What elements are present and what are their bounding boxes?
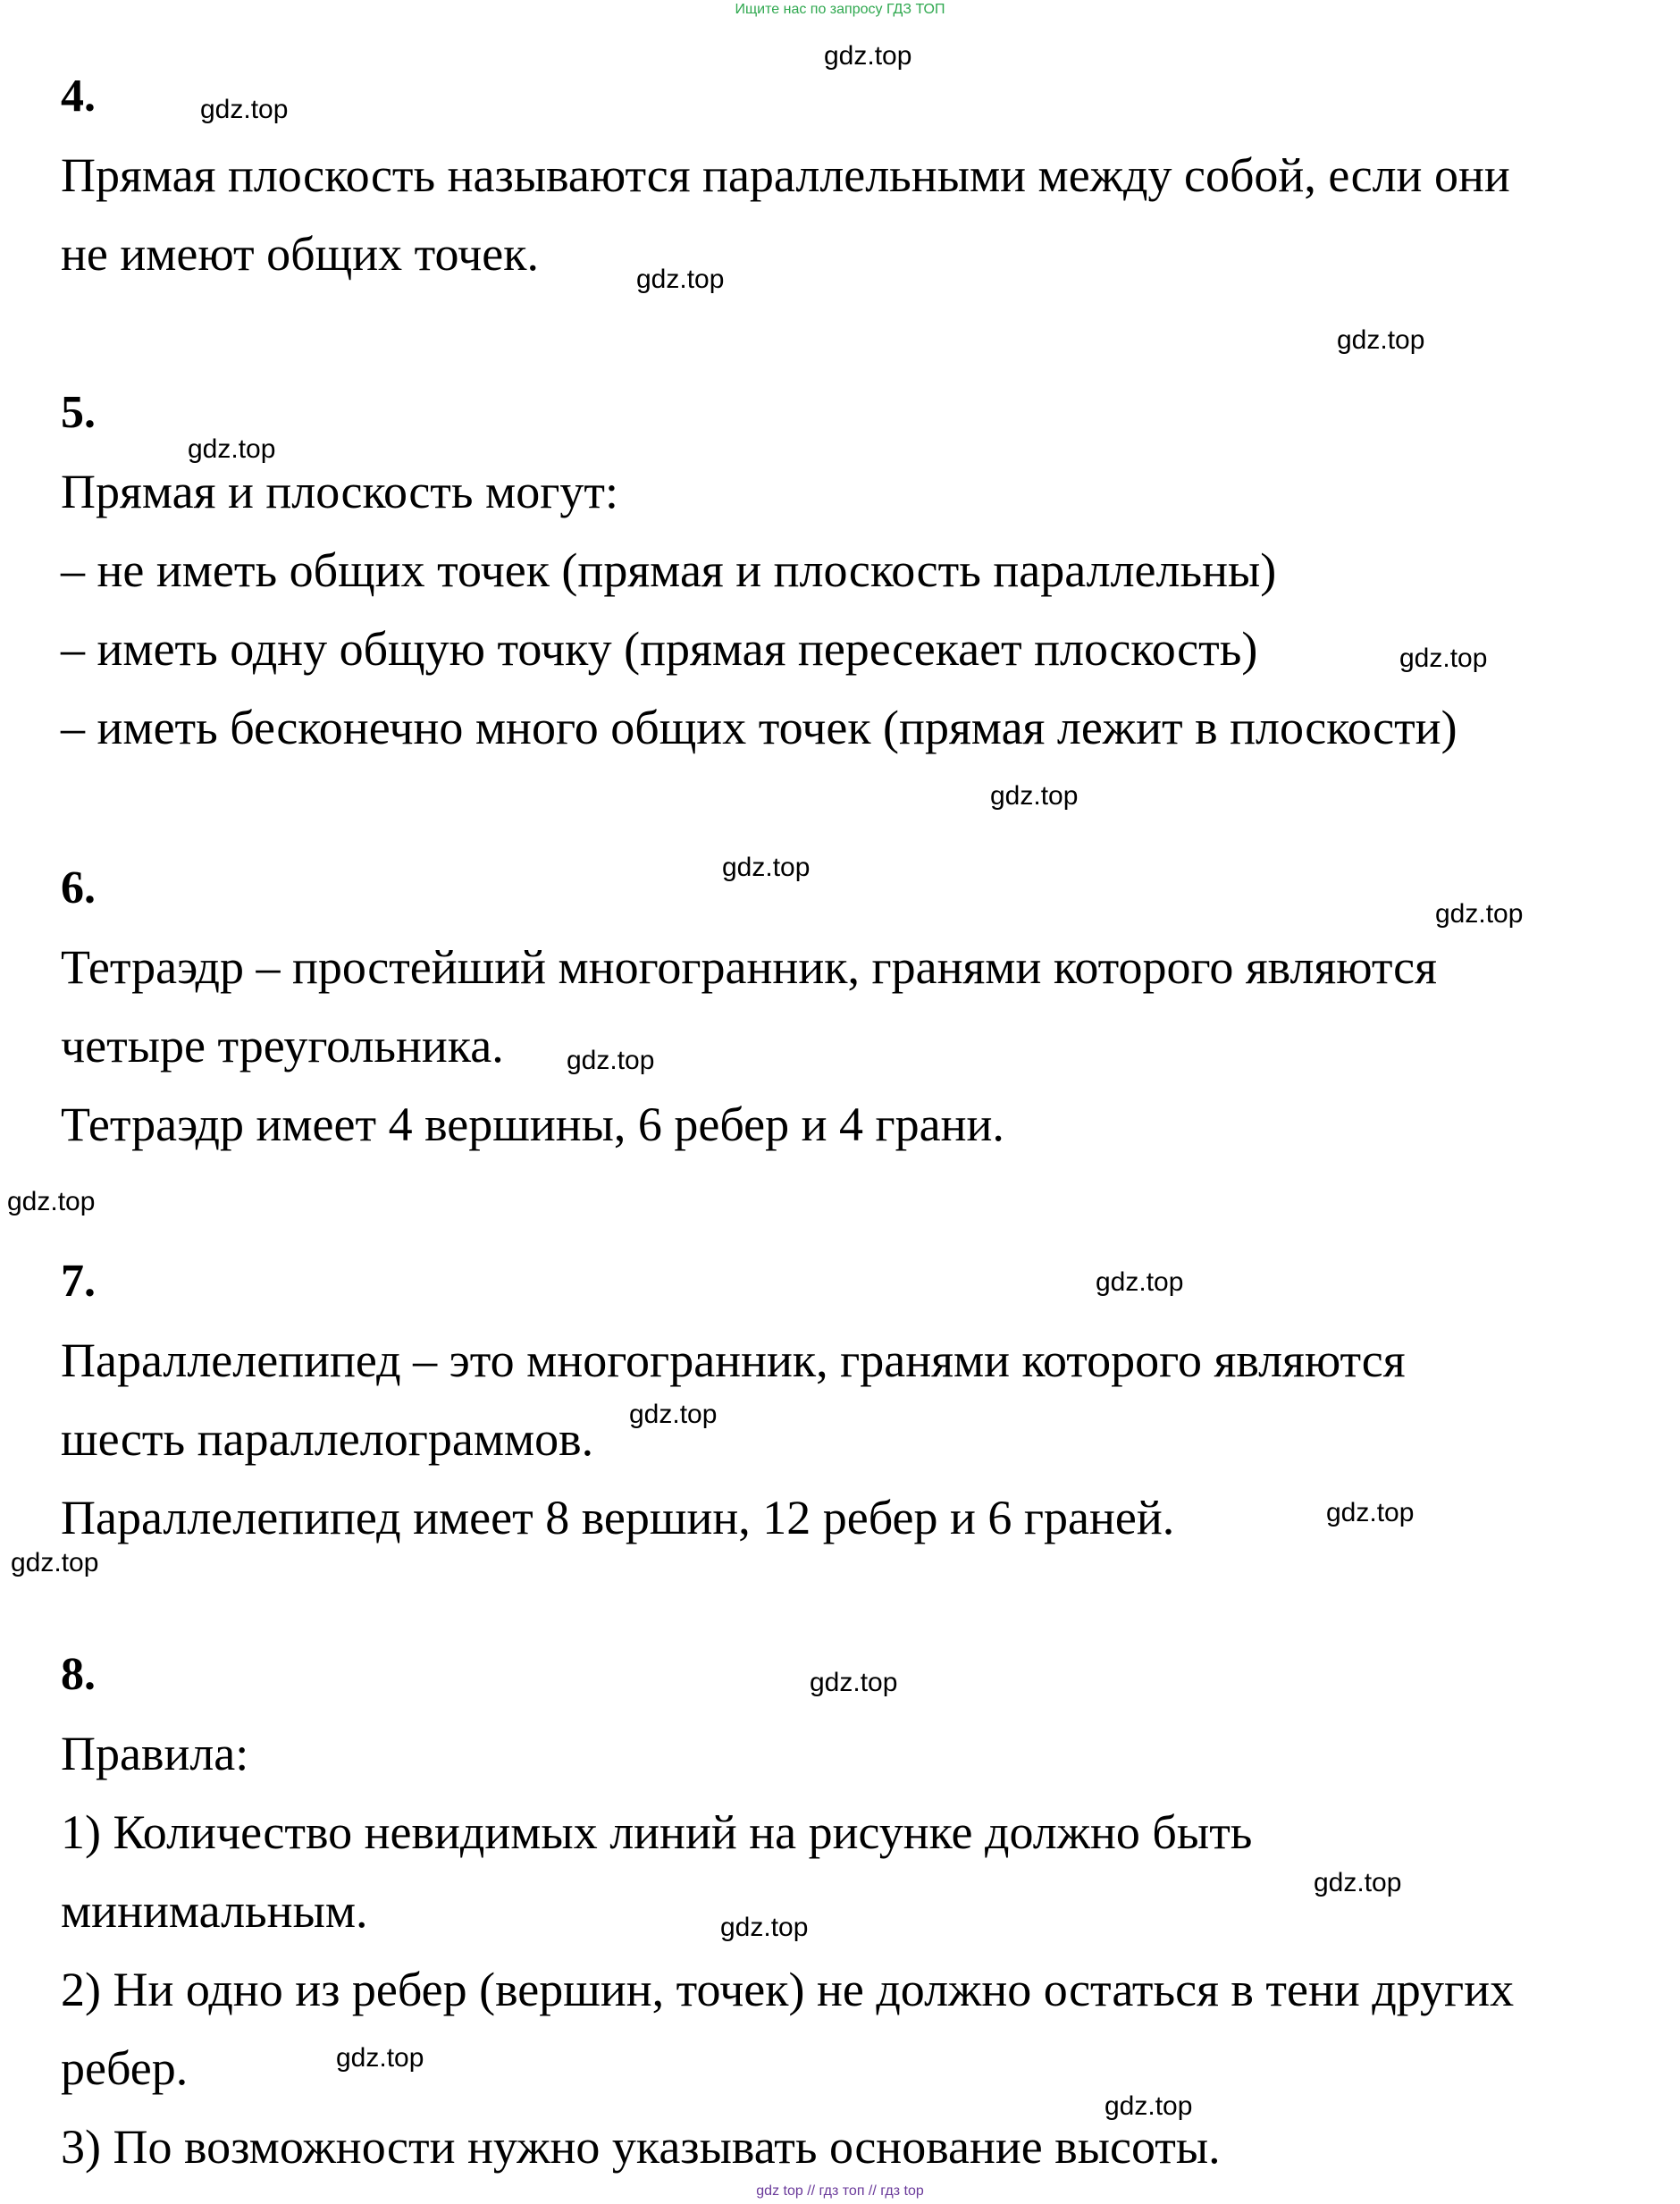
section-6-line-3: Тетраэдр имеет 4 вершины, 6 ребер и 4 грани. [61, 1098, 1004, 1151]
watermark: gdz.top [200, 95, 289, 124]
section-8-line-6: 3) По возможности нужно указывать основание высоты. [61, 2120, 1221, 2174]
section-8-line-3: минимальным. [61, 1884, 368, 1938]
section-4-line-2: не имеют общих точек. [61, 227, 539, 281]
watermark: gdz.top [720, 1913, 809, 1942]
watermark: gdz.top [810, 1668, 898, 1697]
section-6-line-2: четыре треугольника. [61, 1019, 504, 1073]
watermark: gdz.top [1314, 1868, 1402, 1897]
watermark: gdz.top [7, 1187, 96, 1216]
section-4-line-1: Прямая плоскость называются параллельными между собой, если они [61, 148, 1510, 202]
watermark: gdz.top [824, 41, 912, 71]
section-8-line-4: 2) Ни одно из ребер (вершин, точек) не должно остаться в тени других [61, 1963, 1515, 2016]
footer-watermark: gdz top // гдз топ // гдз top [756, 2183, 924, 2199]
section-8-line-5: ребер. [61, 2041, 189, 2095]
section-number-5: 5. [61, 387, 96, 438]
section-number-7: 7. [61, 1256, 96, 1307]
top-banner: Ищите нас по запросу ГДЗ ТОП [735, 2, 945, 17]
section-5-line-3: – иметь одну общую точку (прямая пересекает плоскость) [61, 622, 1258, 676]
watermark: gdz.top [1326, 1498, 1415, 1527]
section-5-line-1: Прямая и плоскость могут: [61, 465, 618, 518]
section-8-line-1: Правила: [61, 1727, 249, 1780]
watermark: gdz.top [1435, 899, 1524, 929]
section-7-line-1: Параллелепипед – это многогранник, гранями которого являются [61, 1333, 1406, 1387]
section-6-line-1: Тетраэдр – простейший многогранник, гранями которого являются [61, 940, 1437, 994]
watermark: gdz.top [188, 434, 276, 464]
watermark: gdz.top [1096, 1267, 1184, 1297]
section-number-4: 4. [61, 71, 96, 122]
section-7-line-3: Параллелепипед имеет 8 вершин, 12 ребер и 6 граней. [61, 1491, 1175, 1544]
watermark: gdz.top [336, 2043, 424, 2073]
watermark: gdz.top [722, 853, 811, 882]
section-8-line-2: 1) Количество невидимых линий на рисунке должно быть [61, 1805, 1253, 1859]
watermark: gdz.top [1399, 644, 1488, 673]
watermark: gdz.top [629, 1400, 718, 1429]
watermark: gdz.top [636, 265, 725, 294]
watermark: gdz.top [567, 1046, 655, 1075]
watermark: gdz.top [11, 1548, 99, 1577]
section-5-line-4: – иметь бесконечно много общих точек (прямая лежит в плоскости) [61, 701, 1457, 754]
section-number-8: 8. [61, 1649, 96, 1700]
section-number-6: 6. [61, 862, 96, 913]
watermark: gdz.top [1337, 325, 1425, 355]
section-5-line-2: – не иметь общих точек (прямая и плоскость параллельны) [61, 543, 1277, 597]
watermark: gdz.top [1105, 2091, 1193, 2121]
watermark: gdz.top [990, 781, 1079, 811]
section-7-line-2: шесть параллелограммов. [61, 1412, 594, 1466]
